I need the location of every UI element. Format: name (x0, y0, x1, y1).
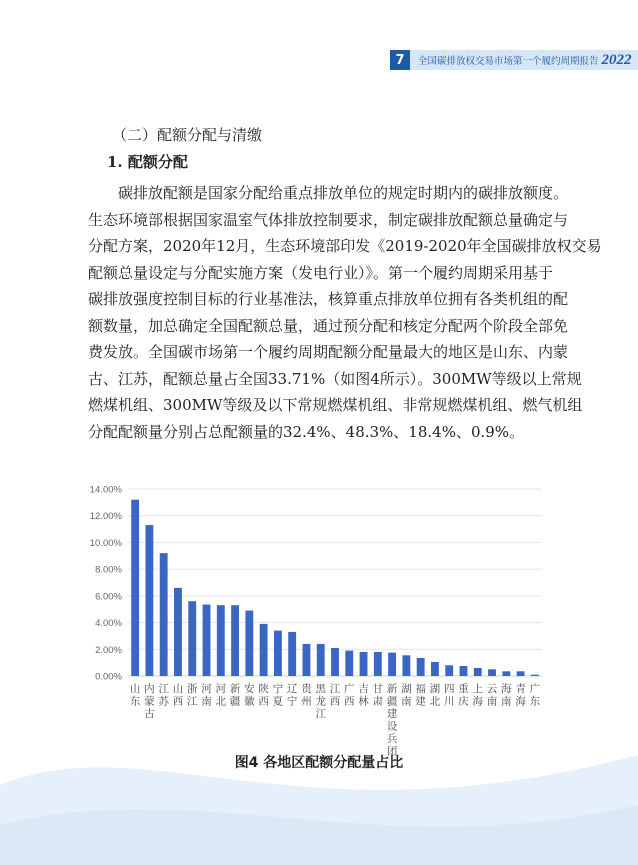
x-tick-label: 江西 (329, 683, 341, 708)
paragraph-line: 生态环境部根据国家温室气体排放控制要求，制定碳排放配额总量确定与 (88, 210, 569, 229)
bar-江苏 (160, 553, 168, 676)
bar-重庆 (460, 666, 468, 676)
bar-广东 (531, 675, 539, 676)
x-tick-label: 山西 (172, 683, 184, 708)
x-tick-label: 山东 (129, 683, 141, 708)
bar-海南 (502, 671, 510, 676)
y-tick-label: 8.00% (95, 564, 122, 576)
bar-宁夏 (274, 631, 282, 676)
x-tick-label: 青海 (515, 683, 526, 708)
x-tick-label: 浙江 (186, 683, 198, 708)
x-tick-label: 吉林 (358, 683, 369, 708)
bar-江西 (331, 648, 339, 676)
paragraph-line: 额数量，加总确定全国配额总量，通过预分配和核定分配两个阶段全部免 (88, 316, 569, 335)
bar-新疆 (231, 605, 239, 676)
bar-山西 (174, 588, 182, 676)
x-tick-label: 甘肃 (372, 683, 384, 708)
bar-内蒙古 (145, 525, 153, 676)
y-tick-label: 10.00% (89, 537, 122, 549)
bar-湖南 (402, 655, 410, 676)
y-tick-label: 0.00% (95, 671, 122, 683)
body-paragraph (88, 180, 602, 445)
bar-山东 (131, 500, 139, 676)
x-tick-label: 四川 (443, 683, 455, 708)
figure-caption: 图4 各地区配额分配量占比 (234, 755, 404, 771)
bar-新疆建设兵团 (388, 653, 396, 676)
bar-福建 (417, 658, 425, 676)
paragraph-line: 分配方案，2020年12月，生态环境部印发《2019-2020年全国碳排放权交易 (88, 237, 602, 255)
section-title: （二）配额分配与清缴 (112, 126, 263, 144)
subsection-title: 1. 配额分配 (107, 153, 188, 171)
paragraph-line: 燃煤机组、300MW等级及以下常规燃煤机组、非常规燃煤机组、燃气机组 (88, 396, 583, 414)
x-tick-label: 江苏 (158, 683, 169, 708)
x-tick-label: 云南 (486, 683, 498, 708)
y-tick-label: 12.00% (89, 511, 122, 523)
x-tick-label: 陕西 (258, 683, 269, 708)
bar-安徽 (245, 611, 253, 676)
page-header (390, 50, 638, 70)
x-tick-label: 内蒙古 (144, 683, 155, 720)
bar-黑龙江 (317, 644, 325, 676)
x-tick-label: 贵州 (301, 683, 312, 708)
x-tick-label: 福建 (415, 683, 426, 708)
bar-上海 (474, 668, 482, 676)
page-number: 7 (390, 50, 410, 70)
x-tick-label: 广东 (529, 683, 541, 708)
x-tick-label: 上海 (472, 683, 484, 708)
bar-云南 (488, 669, 496, 676)
x-tick-label: 黑龙江 (315, 683, 326, 720)
paragraph-line: 碳排放配额是国家分配给重点排放单位的规定时期内的碳排放额度。 (88, 184, 569, 202)
bar-甘肃 (374, 652, 382, 676)
y-tick-label: 4.00% (95, 618, 122, 630)
x-tick-label: 河北 (215, 683, 227, 708)
report-title: 全国碳排放权交易市场第一个履约周期报告 (418, 56, 599, 67)
bar-河北 (217, 605, 225, 676)
bar-青海 (517, 671, 525, 676)
y-tick-label: 6.00% (95, 591, 122, 603)
bar-吉林 (360, 652, 368, 676)
x-tick-label: 湖北 (429, 683, 441, 708)
y-tick-label: 2.00% (95, 644, 122, 656)
paragraph-line: 碳排放强度控制目标的行业基准法，核算重点排放单位拥有各类机组的配 (88, 290, 569, 308)
paragraph-line: 费发放。全国碳市场第一个履约周期配额分配量最大的地区是山东、内蒙 (88, 343, 569, 361)
x-tick-label: 新疆 (229, 683, 241, 708)
paragraph-line: 古、江苏，配额总量占全国33.71%（如图4所示）。300MW等级以上常规 (88, 369, 582, 388)
paragraph-line: 配额总量设定与分配实施方案（发电行业）》。第一个履约周期采用基于 (88, 263, 554, 282)
x-tick-label: 宁夏 (272, 683, 284, 708)
bar-河南 (203, 605, 211, 676)
x-tick-label: 安徽 (244, 683, 255, 708)
bar-辽宁 (288, 632, 296, 676)
bar-四川 (445, 665, 453, 676)
report-year: 2022 (601, 51, 632, 68)
paragraph-line: 分配配额量分别占总配额量的32.4%、48.3%、18.4%、0.9%。 (88, 422, 525, 441)
x-tick-label: 湖南 (401, 683, 412, 708)
bar-chart (80, 478, 550, 758)
x-tick-label: 辽宁 (286, 683, 298, 708)
x-tick-label: 河南 (201, 683, 212, 708)
x-tick-label: 新疆建设兵团 (386, 683, 398, 758)
bar-湖北 (431, 662, 439, 676)
bar-浙江 (188, 601, 196, 676)
x-tick-label: 海南 (501, 683, 512, 708)
x-tick-label: 重庆 (458, 683, 469, 708)
bar-广西 (345, 651, 353, 676)
bar-陕西 (260, 624, 268, 676)
bar-贵州 (303, 644, 311, 676)
y-tick-label: 14.00% (89, 484, 122, 496)
x-tick-label: 广西 (344, 683, 355, 708)
